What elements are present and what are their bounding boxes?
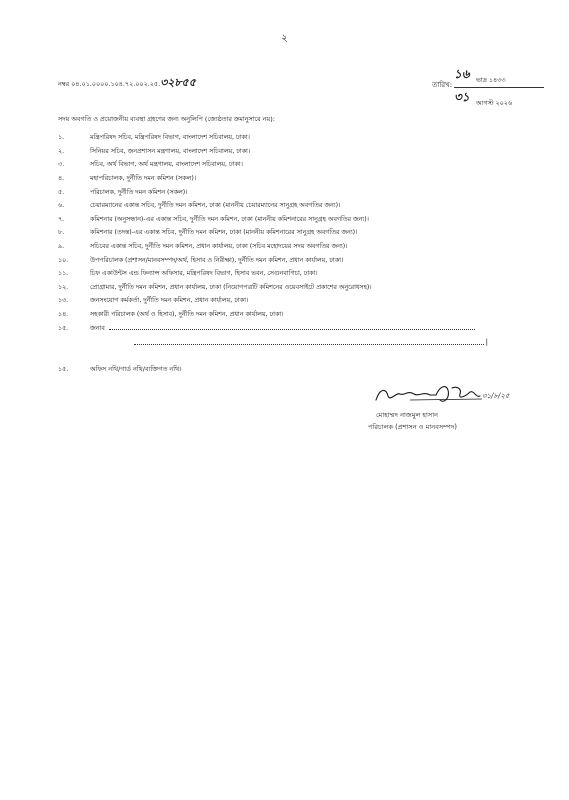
blank-line-continuation xyxy=(134,344,484,345)
bangla-month-year: ভাদ্র ১৪৩৩ xyxy=(476,76,506,84)
memo-number xyxy=(58,74,196,93)
list-item: ২. সিনিয়র সচিব, জনপ্রশাসন মন্ত্রণালয়, বাংলাদেশ সচিবালয়, ঢাকা। xyxy=(58,147,251,155)
list-item: ১৪. সহকারী পরিচালক (অর্থ ও হিসাব), দুর্নীতি দমন কমিশন, প্রধান কার্যালয়, ঢাকা। xyxy=(58,311,284,319)
list-item: ৩. সচিব, অর্থ বিভাগ, অর্থ মন্ত্রণালয়, বাংলাদেশ সচিবালয়, ঢাকা। xyxy=(58,161,243,169)
date-label: তারিখ: xyxy=(432,81,453,89)
memo-handwritten-number: ৩২৮৫৫ xyxy=(160,76,196,89)
distribution-intro: সদয় অবগতি ও প্রয়োজনীয় ব্যবস্থা গ্রহণের জন্য অনুলিপি (জ্যেষ্ঠতার ক্রমানুসারে নয়): xyxy=(58,115,275,123)
signatory-name: মোহাম্মদ নাজমুল হাসান xyxy=(376,411,439,419)
page-number: ২ xyxy=(281,33,288,44)
list-item: ১০. উপপরিচালক (প্রশাসন/মানবসম্পদ/অর্থ, হিসাব ও নিরীক্ষা), দুর্নীতি দমন কমিশন, প্রধান কার্যালয়, ঢাকা। xyxy=(58,256,344,264)
list-item: ৬. চেয়ারম্যানের একান্ত সচিব, দুর্নীতি দমন কমিশন, ঢাকা (মাননীয় চেয়ারম্যানের সানুগ্রহ অবগতির জন্য)। xyxy=(58,202,341,210)
list-item: ৯. সচিবের একান্ত সচিব, দুর্নীতি দমন কমিশন, প্রধান কার্যালয়, ঢাকা (সচিব মহোদয়ের সদয় অবগতির জন্য)। xyxy=(58,243,348,251)
list-item: ১২. প্রোগ্রামার, দুর্নীতি দমন কমিশন, প্রধান কার্যালয়, ঢাকা (নিয়োগপত্রটি কমিশনের ওয়েবসাইটে প্রকাশের অনুরোধসহ)। xyxy=(58,283,372,291)
recipient-list xyxy=(58,131,528,335)
list-item: ১. মন্ত্রিপরিষদ সচিব, মন্ত্রিপরিষদ বিভাগ, বাংলাদেশ সচিবালয়, ঢাকা। xyxy=(58,134,250,142)
list-item: ১৫. জনাব xyxy=(58,321,528,335)
signature-date: ৩১/৮/২৫ xyxy=(482,392,510,400)
date-block xyxy=(454,66,544,110)
bangla-date xyxy=(454,66,544,88)
signature-image xyxy=(370,382,510,406)
english-day: ৩১ xyxy=(454,90,470,104)
signatory-title: পরিচালক (প্রশাসন ও মানবসম্পদ) xyxy=(368,423,457,431)
list-item: ৫. পরিচালক, দুর্নীতি দমন কমিশন (সকল)। xyxy=(58,188,188,196)
english-month-year: আগস্ট ২০২৬ xyxy=(476,99,513,107)
list-item: ৮. কমিশনার (তদন্ত)-এর একান্ত সচিব, দুর্নীতি দমন কমিশন, ঢাকা (মাননীয় কমিশনারের সানুগ্রহ অবগতির জন্য)। xyxy=(58,229,358,237)
english-date xyxy=(454,89,544,110)
blank-line xyxy=(109,324,475,330)
memo-label: নম্বর ০৪.০১.০০০০.১০৪.৭২.০০২.২৫. xyxy=(58,80,161,88)
addressee-prefix: জনাব xyxy=(90,324,105,332)
list-item: ১৩. জনসংযোগ কর্মকর্তা, দুর্নীতি দমন কমিশন, প্রধান কার্যালয়, ঢাকা। xyxy=(58,297,249,305)
list-item: ১১. চিফ একাউন্টস এন্ড ফিন্যান্স অফিসার, মন্ত্রিপরিষদ বিভাগ, হিসাব ভবন, সেগুনবাগিচা, ঢাকা। xyxy=(58,270,318,278)
list-item: ৭. কমিশনার (অনুসন্ধান)-এর একান্ত সচিব, দুর্নীতি দমন কমিশন, ঢাকা (মাননীয় কমিশনারের সানুগ্রহ অবগতির জন্য)। xyxy=(58,215,369,223)
bangla-day: ১৬ xyxy=(454,67,470,81)
list-item: ৪. মহাপরিচালক, দুর্নীতি দমন কমিশন (সকল)। xyxy=(58,175,197,183)
office-copy-item: ১৫. অফিস নথি/গার্ড নথি/ব্যক্তিগত নথি। xyxy=(58,365,182,373)
